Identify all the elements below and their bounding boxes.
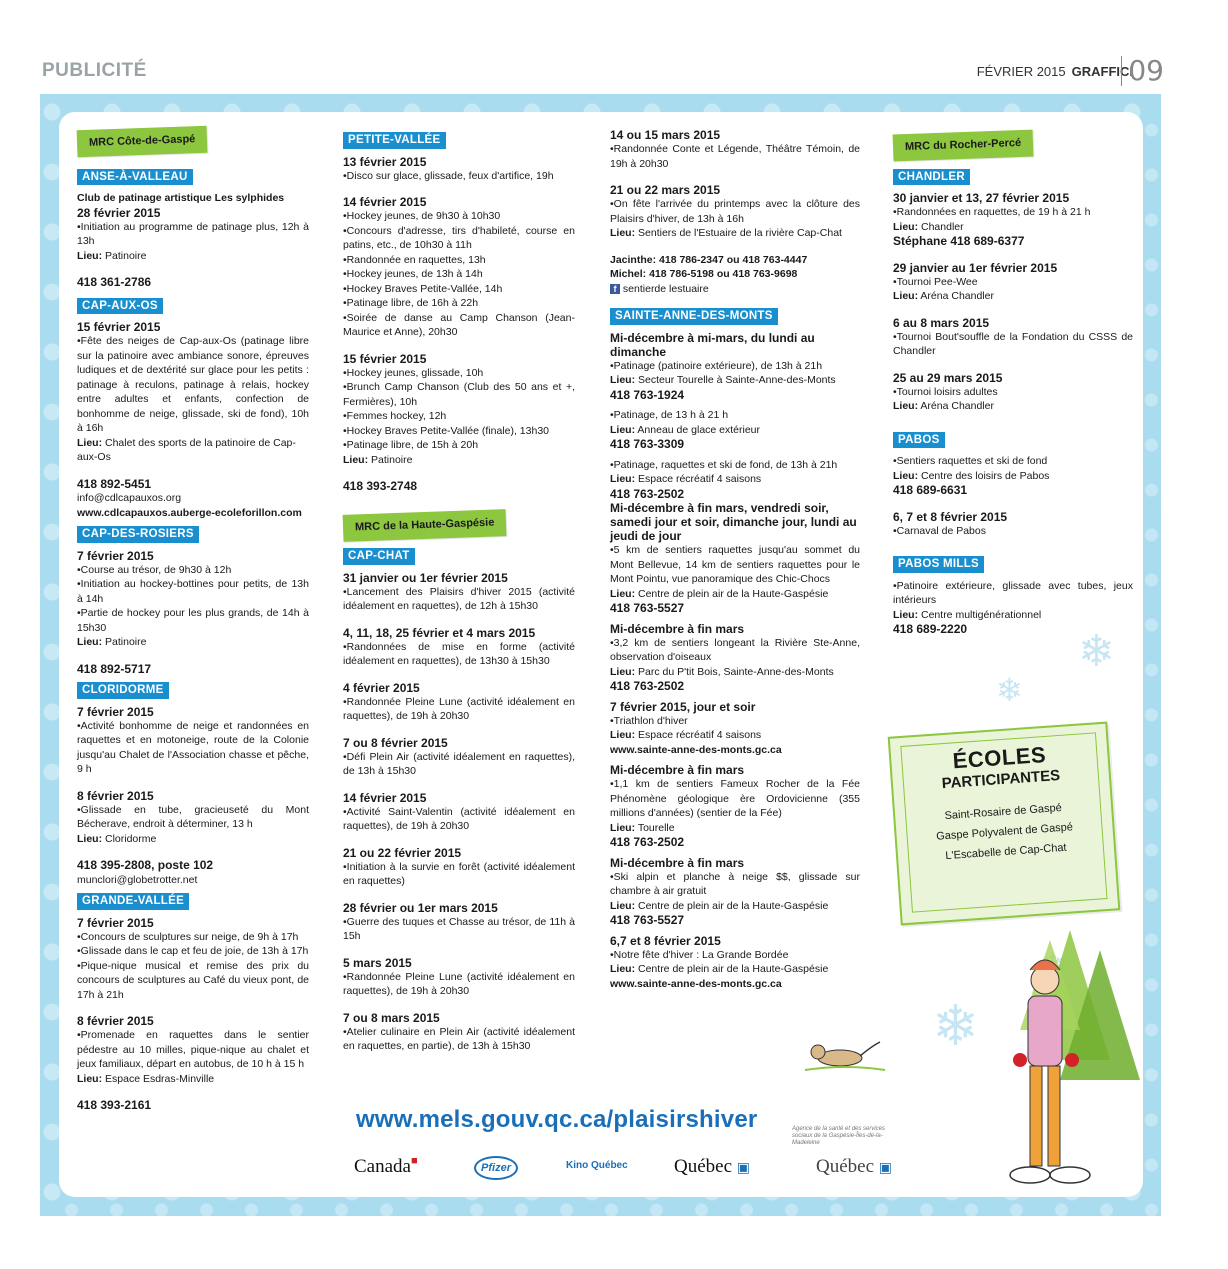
event-text: •1,1 km de sentiers Fameux Rocher de la Fée Phénomène géologique ère Ordovicienne (355 millions d'années) (sentier de la Fée) <box>610 778 860 819</box>
email[interactable]: munclori@globetrotter.net <box>77 873 198 886</box>
quebec-logo: Québec ▣ <box>674 1156 751 1177</box>
event-date: 8 février 2015 <box>77 788 154 803</box>
event-date: 28 février ou 1er mars 2015 <box>343 900 498 915</box>
issue-date: FÉVRIER 2015 <box>976 64 1066 79</box>
event-location: Lieu: Aréna Chandler <box>893 290 994 302</box>
column-2 <box>343 128 575 1066</box>
phone: 418 361-2786 <box>77 275 152 289</box>
page-number: 09 <box>1121 56 1164 86</box>
event-date: 6, 7 et 8 février 2015 <box>893 509 1008 524</box>
phone: 418 763-2502 <box>610 679 685 693</box>
event-text: •Tournoi Bout'souffle de la Fondation du CSSS de Chandler <box>893 330 1133 357</box>
location-label: CHANDLER <box>893 169 970 186</box>
event-text: •Défi Plein Air (activité idéalement en raquettes), de 13h à 15h30 <box>343 750 575 777</box>
contact-line: Jacinthe: 418 786-2347 ou 418 763-4447 <box>610 253 808 266</box>
event-text: •Patinage (patinoire extérieure), de 13h à 21h <box>610 359 823 372</box>
event-item <box>343 1011 575 1054</box>
event-location: Lieu: Anneau de glace extérieur <box>610 423 761 436</box>
snowflake-icon: ❄ <box>932 994 979 1057</box>
event-date: 7 ou 8 février 2015 <box>343 735 448 750</box>
event-date: 7 ou 8 mars 2015 <box>343 1010 440 1025</box>
event-item <box>343 901 575 944</box>
event-date: 21 ou 22 février 2015 <box>343 845 462 860</box>
event-text: •Atelier culinaire en Plein Air (activité idéalement en raquettes, en partie), de 13h à 15h30 <box>343 1025 575 1052</box>
event-text: •Patinoire extérieure, glissade avec tubes, jeux intérieurs <box>893 579 1133 606</box>
snowflake-icon: ❄ <box>996 672 1023 708</box>
location-label: GRANDE-VALLÉE <box>77 893 189 910</box>
location-label: ANSE-À-VALLEAU <box>77 169 193 186</box>
event-location: Lieu: Chandler <box>893 220 964 233</box>
event-date: 7 février 2015 <box>77 915 154 930</box>
phone: 418 763-2502 <box>610 486 685 501</box>
schools-box <box>888 722 1121 926</box>
event-list <box>343 209 575 340</box>
event-text: •Patinage, de 13 h à 21 h <box>610 409 729 421</box>
sponsor-logos <box>354 1126 914 1186</box>
contact-line: Michel: 418 786-5198 ou 418 763-9698 <box>610 268 798 280</box>
event-text: •Course au trésor, de 9h30 à 12h <box>77 563 232 576</box>
phone: 418 892-5717 <box>77 661 152 676</box>
snowshoe-icon <box>1010 1167 1050 1183</box>
event-date: 30 janvier et 13, 27 février 2015 <box>893 191 1070 205</box>
event-location: Lieu: Cloridorme <box>77 832 157 845</box>
snowflake-icon: ❄ <box>1078 627 1115 676</box>
event-date: Mi-décembre à fin mars <box>610 763 745 777</box>
event-location: Lieu: Centre multigénérationnel <box>893 608 1042 621</box>
event-date: 6,7 et 8 février 2015 <box>610 933 721 948</box>
schools-box-border <box>900 732 1107 912</box>
event-date: 25 au 29 mars 2015 <box>893 370 1003 385</box>
winter-illustration <box>880 920 1150 1210</box>
website-link[interactable]: www.sainte-anne-des-monts.gc.ca <box>610 977 782 990</box>
phone: 418 763-1924 <box>610 387 685 402</box>
event-location: Lieu: Centre des loisirs de Pabos <box>893 469 1050 482</box>
event-text: •Tournoi Pee-Wee <box>893 275 978 288</box>
column-4 <box>893 128 1133 637</box>
event-text: •Glissade en tube, gracieuseté du Mont Bécherave, endroit à déterminer, 13 h <box>77 803 309 830</box>
event-item <box>343 681 575 724</box>
kino-quebec-logo: Kino Québec <box>566 1160 628 1171</box>
event-date: 7 février 2015 <box>77 704 154 719</box>
event-text: •5 km de sentiers raquettes jusqu'au sommet du Mont Bellevue, 14 km de sentiers raquettes pour le Mont Pointu, vue panoramique des Chic-Chocs <box>610 544 860 585</box>
list-item: •Soirée de danse au Camp Chanson (Jean-Maurice et Anne), 20h30 <box>343 311 575 338</box>
event-location: Lieu: Patinoire <box>77 249 147 262</box>
dog-icon <box>800 1036 890 1076</box>
email[interactable]: info@cdlcapauxos.org <box>77 492 182 504</box>
phone: 418 763-3309 <box>610 437 685 451</box>
list-item: •Patinage libre, de 15h à 20h <box>343 439 479 451</box>
event-location: Lieu: Sentiers de l'Estuaire de la rivière Cap-Chat <box>610 227 842 239</box>
skier-head-icon <box>1031 966 1059 994</box>
event-text: •Tournoi loisirs adultes <box>893 385 998 398</box>
event-text: •Lancement des Plaisirs d'hiver 2015 (activité idéalement en raquettes), de 12h à 15h30 <box>343 585 575 612</box>
event-item <box>343 571 575 614</box>
event-text: •Partie de hockey pour les plus grands, de 14h à 15h30 <box>77 607 309 634</box>
event-date: 29 janvier au 1er février 2015 <box>893 260 1058 275</box>
event-text: •Initiation à la survie en forêt (activité idéalement en raquettes) <box>343 860 575 887</box>
location-label: CLORIDORME <box>77 682 169 699</box>
facebook-link[interactable]: f sentierde lestuaire <box>610 282 860 297</box>
website-link[interactable]: www.sainte-anne-des-monts.gc.ca <box>610 743 782 756</box>
event-date: 15 février 2015 <box>343 351 427 366</box>
location-label: PETITE-VALLÉE <box>343 132 446 149</box>
phone: 418 393-2161 <box>77 1098 152 1112</box>
event-location: Lieu: Espace récréatif 4 saisons <box>610 473 762 485</box>
school-name: L'Escabelle de Cap-Chat <box>945 841 1067 863</box>
event-text: •On fête l'arrivée du printemps avec la clôture des Plaisirs d'hiver, de 13h à 16h <box>610 198 860 225</box>
mrc-banner: MRC du Rocher-Percé <box>893 130 1034 161</box>
event-text: •Activité Saint-Valentin (activité idéalement en raquettes), de 19h à 20h30 <box>343 805 575 832</box>
phone: 418 763-5527 <box>610 913 685 927</box>
event-date: 8 février 2015 <box>77 1014 154 1028</box>
event-text: •Randonnées de mise en forme (activité idéalement en raquettes), de 13h30 à 15h30 <box>343 640 575 667</box>
event-text: •Triathlon d'hiver <box>610 714 688 727</box>
snowshoe-icon <box>1050 1167 1090 1183</box>
location-label: CAP-DES-ROSIERS <box>77 526 199 543</box>
event-text: •Fête des neiges de Cap-aux-Os (patinage libre sur la patinoire avec ambiance sonore, épreuves ludiques et de dextérité sur glace pour les petits : patinage à reculons, patinage à relais, hockey entre adultes et enfants, confection de bonhomme de neige, glissade, ski de fond), 10h à 16h <box>77 335 309 434</box>
section-label: PUBLICITÉ <box>42 60 147 81</box>
event-location: Lieu: Tourelle <box>610 821 675 834</box>
facebook-icon: f <box>610 284 620 294</box>
event-date: Mi-décembre à fin mars <box>610 855 745 870</box>
website-link[interactable]: www.cdlcapauxos.auberge-ecoleforillon.com <box>77 506 302 519</box>
flag-icon: ■ <box>410 1155 418 1167</box>
event-text: •Randonnée Pleine Lune (activité idéalement en raquettes), de 19h à 20h30 <box>343 695 575 722</box>
event-date: 14 février 2015 <box>343 195 427 209</box>
event-text: •Disco sur glace, glissade, feux d'artifice, 19h <box>343 169 554 182</box>
event-location: Lieu: Espace Esdras-Minville <box>77 1072 215 1085</box>
phone: 418 393-2748 <box>343 479 418 493</box>
paper-name: GRAFFICI <box>1071 64 1133 79</box>
event-date: Mi-décembre à fin mars, vendredi soir, samedi jour et soir, dimanche jour, lundi au jeudi de jour <box>610 501 857 543</box>
event-location: Lieu: Parc du P'tit Bois, Sainte-Anne-des-Monts <box>610 665 834 678</box>
event-date: 5 mars 2015 <box>343 955 412 970</box>
event-list <box>343 571 575 1054</box>
schools-subtitle: PARTICIPANTES <box>941 766 1061 793</box>
column-3 <box>610 128 860 991</box>
phone: 418 763-2502 <box>610 835 685 849</box>
event-date: 14 février 2015 <box>343 790 427 805</box>
quebec-logo: Québec ▣ <box>816 1156 893 1177</box>
event-text: •Notre fête d'hiver : La Grande Bordée <box>610 948 789 961</box>
list-item: •Randonnée en raquettes, 13h <box>343 253 486 266</box>
list-item: •Hockey Braves Petite-Vallée (finale), 13h30 <box>343 424 550 437</box>
event-text: •Glissade dans le cap et feu de joie, de 13h à 17h <box>77 945 309 957</box>
school-name: Saint-Rosaire de Gaspé <box>944 801 1063 823</box>
event-text: •Patinage, raquettes et ski de fond, de 13h à 21h <box>610 458 838 471</box>
event-date: 4, 11, 18, 25 février et 4 mars 2015 <box>343 625 536 640</box>
event-date: 21 ou 22 mars 2015 <box>610 183 721 197</box>
location-label: SAINTE-ANNE-DES-MONTS <box>610 308 778 325</box>
event-text: •Initiation au programme de patinage plus, 12h à 13h <box>77 220 309 247</box>
event-text: •Randonnée Pleine Lune (activité idéalement en raquettes), de 19h à 20h30 <box>343 970 575 997</box>
event-location: Lieu: Secteur Tourelle à Sainte-Anne-des-Monts <box>610 374 836 386</box>
mrc-banner: MRC Côte-de-Gaspé <box>77 126 208 157</box>
event-text: •Promenade en raquettes dans le sentier pédestre au 10 milles, pique-nique au chalet et jeux familiaux, départ en autobus, de 10 h à 15 h <box>77 1029 309 1070</box>
list-item: •Hockey jeunes, de 9h30 à 10h30 <box>343 210 501 222</box>
event-location: Lieu: Patinoire <box>77 636 147 648</box>
event-location: Lieu: Espace récréatif 4 saisons <box>610 729 762 741</box>
mrc-banner: MRC de la Haute-Gaspésie <box>343 509 507 541</box>
event-date: 31 janvier ou 1er février 2015 <box>343 570 508 585</box>
pfizer-logo: Pfizer <box>474 1156 518 1180</box>
event-date: Mi-décembre à fin mars <box>610 621 745 636</box>
location-label: PABOS <box>893 432 945 449</box>
list-item: •Hockey Braves Petite-Vallée, 14h <box>343 282 503 295</box>
event-date: 14 ou 15 mars 2015 <box>610 128 721 142</box>
event-text: •Randonnée Conte et Légende, Théâtre Témoin, de 19h à 20h30 <box>610 143 860 170</box>
event-date: Mi-décembre à mi-mars, du lundi au dimanche <box>610 330 815 359</box>
event-text: •Pique-nique musical et remise des prix du concours de sculptures au Café du vieux pont, de 17h à 21h <box>77 959 309 1001</box>
canada-logo: Canada■ <box>354 1155 418 1177</box>
fleurdelise-icon: ▣ <box>736 1161 751 1176</box>
skier-body-icon <box>1028 996 1062 1066</box>
event-text: •Guerre des tuques et Chasse au trésor, de 11h à 15h <box>343 915 575 942</box>
event-location: Lieu: Chalet des sports de la patinoire de Cap-aux-Os <box>77 436 296 463</box>
event-item <box>343 736 575 779</box>
list-item: •Patinage libre, de 16h à 22h <box>343 297 479 309</box>
event-date: 15 février 2015 <box>77 320 161 334</box>
event-location: Lieu: Centre de plein air de la Haute-Gaspésie <box>610 587 829 600</box>
event-date: 7 février 2015 <box>77 548 154 563</box>
event-location: Lieu: Patinoire <box>343 453 413 466</box>
event-date: 6 au 8 mars 2015 <box>893 315 990 330</box>
event-location: Lieu: Centre de plein air de la Haute-Gaspésie <box>610 963 829 975</box>
phone: 418 763-5527 <box>610 601 685 615</box>
event-text: •Initiation au hockey-bottines pour petits, de 13h à 14h <box>77 578 309 605</box>
agence-sante-logo-text: Agence de la santé et des services sociaux de la Gaspésie-Îles-de-la-Madeleine <box>792 1126 886 1146</box>
schools-title: ÉCOLES <box>951 741 1047 774</box>
header-info <box>977 64 1133 79</box>
location-label: CAP-CHAT <box>343 548 415 565</box>
list-item: •Hockey jeunes, de 13h à 14h <box>343 268 483 280</box>
event-text: •3,2 km de sentiers longeant la Rivière Ste-Anne, observation d'oiseaux <box>610 636 860 663</box>
location-label: PABOS MILLS <box>893 556 984 573</box>
fleurdelise-icon: ▣ <box>878 1161 893 1176</box>
org-name: Club de patinage artistique Les sylphides <box>77 192 285 204</box>
event-date: 13 février 2015 <box>343 154 427 169</box>
event-date: 7 février 2015, jour et soir <box>610 699 756 714</box>
event-item <box>343 791 575 834</box>
event-location: Lieu: Centre de plein air de la Haute-Gaspésie <box>610 899 829 912</box>
event-date: 28 février 2015 <box>77 205 161 220</box>
location-label: CAP-AUX-OS <box>77 298 163 315</box>
event-text: •Carnaval de Pabos <box>893 524 986 537</box>
event-text: •Activité bonhomme de neige et randonnées en raquettes et en motoneige, route de la Colonie jusqu'au Chalet de l'Association chasse et pêche, 9 h <box>77 719 309 775</box>
event-text: •Ski alpin et planche à neige $$, glissade sur chambre à air gratuit <box>610 870 860 897</box>
event-text: •Sentiers raquettes et ski de fond <box>893 455 1048 467</box>
event-date: 4 février 2015 <box>343 680 420 695</box>
event-item <box>343 956 575 999</box>
phone: 418 689-6631 <box>893 483 968 497</box>
list-item: •Hockey jeunes, glissade, 10h <box>343 366 484 379</box>
event-text: •Concours de sculptures sur neige, de 9h à 17h <box>77 930 299 943</box>
list-item: •Brunch Camp Chanson (Club des 50 ans et +, Fermières), 10h <box>343 381 575 408</box>
column-1 <box>77 124 309 1113</box>
event-item <box>343 846 575 889</box>
event-item <box>343 626 575 669</box>
campaign-url[interactable]: www.mels.gouv.qc.ca/plaisirshiver <box>356 1106 758 1133</box>
phone: 418 892-5451 <box>77 476 152 491</box>
event-list <box>343 366 575 453</box>
phone: 418 395-2808, poste 102 <box>77 858 214 872</box>
event-text: •Randonnées en raquettes, de 19 h à 21 h <box>893 206 1091 218</box>
school-name: Gaspe Polyvalent de Gaspé <box>935 821 1074 843</box>
list-item: •Femmes hockey, 12h <box>343 410 447 422</box>
phone: 418 689-2220 <box>893 622 968 636</box>
event-location: Lieu: Aréna Chandler <box>893 400 994 412</box>
phone: Stéphane 418 689-6377 <box>893 234 1025 248</box>
list-item: •Concours d'adresse, tirs d'habileté, course en patins, etc., de 10h30 à 11h <box>343 224 575 251</box>
